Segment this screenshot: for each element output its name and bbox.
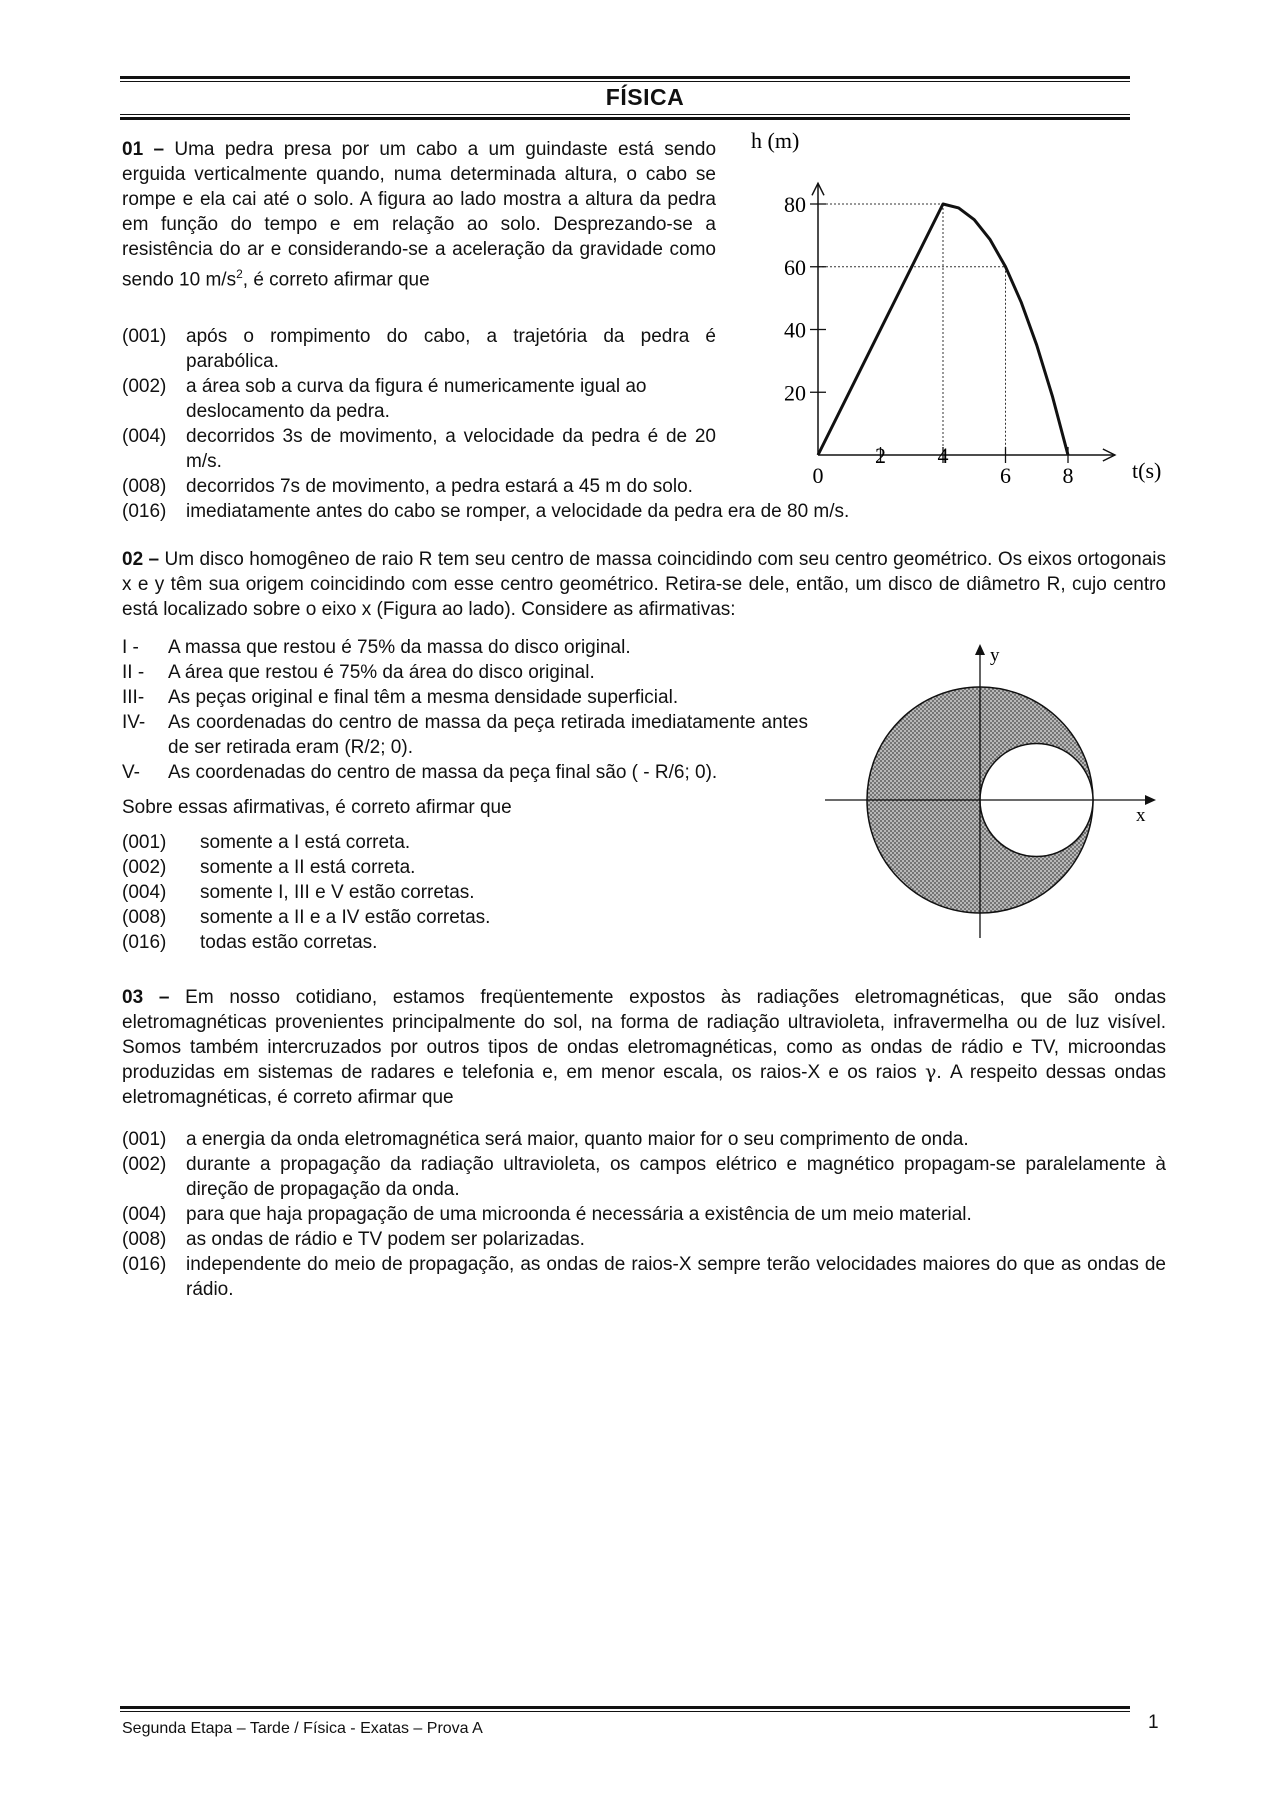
footer-rule-thin — [120, 1711, 1130, 1712]
q03-stem — [122, 985, 1166, 1110]
q02-statement-text: As peças original e final têm a mesma densidade superficial. — [168, 687, 679, 708]
q03-option-code: (016) — [122, 1254, 167, 1275]
q02-option-text: somente a I está correta. — [200, 832, 411, 853]
y-tick-label: 20 — [784, 380, 806, 406]
q03-option — [122, 1227, 1166, 1252]
x-tick-label: 6 — [1000, 463, 1011, 488]
q02-statement — [122, 710, 808, 760]
q02-option-code: (002) — [122, 857, 167, 878]
q02-option-code: (004) — [122, 882, 167, 903]
chart-xlabel: t(s) — [1132, 458, 1162, 483]
gamma-symbol: γ — [925, 1061, 937, 1083]
q03-option-code: (001) — [122, 1129, 167, 1150]
q01-option-code: (002) — [122, 376, 167, 397]
q02-statement — [122, 685, 808, 710]
q03-option-text: a energia da onda eletromagnética será maior, quanto maior for o seu comprimento de onda. — [186, 1129, 969, 1150]
q03-option-code: (004) — [122, 1204, 167, 1225]
q03-option — [122, 1152, 1166, 1202]
footer-rule — [120, 1706, 1130, 1709]
q01-option-code: (001) — [122, 326, 167, 347]
q03-stem-tail: . A respeito dessas ondas eletromagnéticas, é correto afirmar que — [122, 1062, 1166, 1108]
q01-option-text: a área sob a curva da figura é numericamente igual ao deslocamento da pedra. — [186, 376, 647, 422]
x-tick-label: 0 — [812, 463, 824, 488]
q01-option-code: (008) — [122, 476, 167, 497]
q03-option-code: (002) — [122, 1154, 167, 1175]
q03-option — [122, 1127, 1166, 1152]
height-time-chart — [0, 0, 1280, 560]
q02-stem-text: Um disco homogêneo de raio R tem seu centro de massa coincidindo com seu centro geométrico. Os eixos ortogonais x e y têm sua origem coincidindo com esse centro geométrico. Retira-se dele, então, um disco de diâmetro R, cujo centro está localizado sobre o eixo x (Figura ao lado). Considere as afirmativas: — [122, 549, 1167, 620]
x-axis-arrow-icon — [1145, 795, 1156, 805]
q02-statement-text: As coordenadas do centro de massa da peça retirada imediatamente antes de ser retirada eram (R/2; 0). — [168, 712, 808, 758]
disk-figure — [820, 640, 1170, 940]
page-title: FÍSICA — [605, 84, 685, 110]
q02-statement — [122, 760, 808, 785]
q03-option-code: (008) — [122, 1229, 167, 1250]
q03-option-text: durante a propagação da radiação ultravioleta, os campos elétrico e magnético propagam-se paralelamente à direção de propagação da onda. — [186, 1154, 1166, 1200]
q02-option — [122, 880, 808, 905]
q02-option-text: somente I, III e V estão corretas. — [200, 882, 475, 903]
q03-option-text: independente do meio de propagação, as ondas de raios-X sempre terão velocidades maiores do que as ondas de rádio. — [186, 1254, 1166, 1300]
q02-option — [122, 830, 808, 855]
q03-number: 03 – — [122, 987, 170, 1008]
q02-option-text: somente a II está correta. — [200, 857, 416, 878]
q02-statements — [122, 635, 808, 955]
page-number: 1 — [1148, 1712, 1159, 1733]
q02-statement-text: A área que restou é 75% da área do disco original. — [168, 662, 595, 683]
q02-option-code: (008) — [122, 907, 167, 928]
y-tick-label: 80 — [784, 192, 806, 217]
chart-guides — [818, 204, 1006, 455]
q02-options — [122, 830, 808, 955]
q03-stem-text: Em nosso cotidiano, estamos freqüentemente expostos às radiações eletromagnéticas, que são ondas eletromagnéticas provenientes principalmente do sol, na forma de radiação ultravioleta, infravermelha ou de luz visível. Somos também intercruzados por outros tipos de ondas eletromagnéticas, como as ondas de rádio e TV, microondas produzidas em sistemas de radares e telefonia e, em menor escala, os raios-X e os raios — [122, 987, 1166, 1083]
q02-statement-code: III- — [122, 687, 145, 708]
q01-option-code: (004) — [122, 426, 167, 447]
y-tick-label: 40 — [784, 317, 806, 343]
x-tick-label: 2 — [875, 443, 886, 468]
q03-option-text: para que haja propagação de uma microonda é necessária a existência de um meio material. — [186, 1204, 972, 1225]
q02-statement-code: V- — [122, 762, 140, 783]
q01-stem-superscript: 2 — [236, 267, 243, 281]
q03-option-text: as ondas de rádio e TV podem ser polarizadas. — [186, 1229, 585, 1250]
q02-statement — [122, 660, 808, 685]
x-tick-label: 4 — [937, 443, 949, 468]
q02-option — [122, 855, 808, 880]
q01-stem-tail: , é correto afirmar que — [242, 269, 430, 291]
x-tick-label: 8 — [1062, 463, 1074, 488]
q02-prompt: Sobre essas afirmativas, é correto afirmar que — [122, 797, 512, 818]
q01-stem-text: Uma pedra presa por um cabo a um guindaste está sendo erguida verticalmente quando, numa determinada altura, o cabo se rompe e ela cai até o solo. A figura ao lado mostra a altura da pedra em função do tempo e em relação ao solo. Desprezando-se a resistência do ar e considerando-se a aceleração da gravidade como sendo 10 m/s — [122, 139, 717, 291]
chart-ylabel: h (m) — [751, 128, 800, 153]
y-axis-label: y — [990, 645, 1000, 666]
y-tick-label: 60 — [784, 254, 806, 280]
q02-statement-code: II - — [122, 662, 145, 683]
q02-statement-text: A massa que restou é 75% da massa do disco original. — [168, 637, 631, 658]
q02-statement-code: I - — [122, 637, 139, 658]
chart-ticks — [784, 192, 1074, 488]
q02-statement-text: As coordenadas do centro de massa da peça final são ( - R/6; 0). — [168, 762, 718, 783]
q02-option-text: somente a II e a IV estão corretas. — [200, 907, 491, 928]
chart-axes — [812, 183, 1115, 461]
q02-option-code: (001) — [122, 832, 167, 853]
q01-option-text: após o rompimento do cabo, a trajetória da pedra é parabólica. — [186, 326, 716, 372]
q01-option-text: imediatamente antes do cabo se romper, a velocidade da pedra era de 80 m/s. — [186, 501, 850, 522]
y-axis-arrow-icon — [975, 644, 985, 655]
q02-option — [122, 905, 808, 930]
q01-option-code: (016) — [122, 501, 167, 522]
q01-option-text: decorridos 7s de movimento, a pedra estará a 45 m do solo. — [186, 476, 693, 497]
q03-option — [122, 1202, 1166, 1227]
q02-option — [122, 930, 808, 955]
q02-stem — [122, 547, 1166, 622]
q01-option-text: decorridos 3s de movimento, a velocidade da pedra é de 20 m/s. — [186, 426, 716, 472]
q02-number: 02 – — [122, 549, 160, 570]
q02-statement — [122, 635, 808, 660]
q03-options — [122, 1127, 1166, 1302]
q02-option-code: (016) — [122, 932, 167, 953]
q02-statement-code: IV- — [122, 712, 146, 733]
footer-text: Segunda Etapa – Tarde / Física - Exatas – Prova A — [122, 1720, 483, 1737]
q01-number: 01 – — [122, 139, 165, 160]
q02-option-text: todas estão corretas. — [200, 932, 378, 953]
x-axis-label: x — [1136, 805, 1146, 826]
q03-option — [122, 1252, 1166, 1302]
